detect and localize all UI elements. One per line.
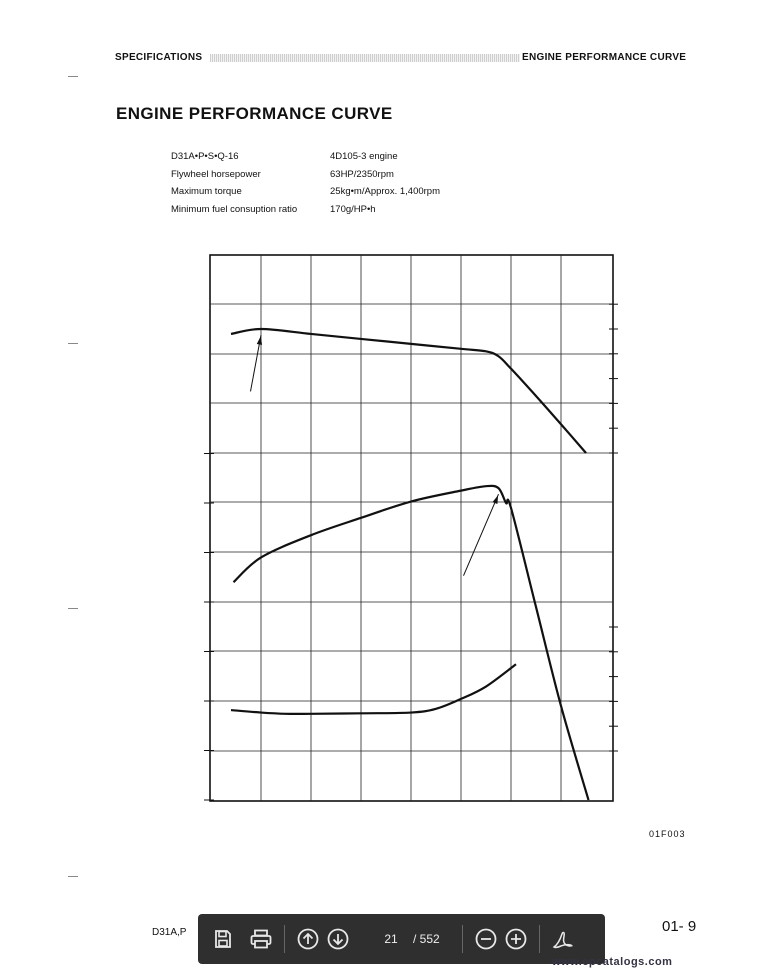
zoom-in-button[interactable] [501, 924, 531, 954]
spec-value: 170g/HP•h [330, 203, 376, 215]
spec-value: 63HP/2350rpm [330, 168, 394, 180]
header-section-label: SPECIFICATIONS [115, 52, 203, 63]
toolbar-separator [462, 925, 463, 953]
spec-value: 4D105-3 engine [330, 151, 398, 162]
page-title: ENGINE PERFORMANCE CURVE [116, 104, 393, 123]
torque-curve [231, 329, 586, 453]
page-indicator [375, 928, 440, 950]
toolbar-separator [539, 925, 540, 953]
spec-label: Flywheel horsepower [171, 168, 261, 180]
zoom-out-icon [475, 928, 497, 950]
plot-frame [210, 255, 613, 801]
footer-model: D31A,P [152, 927, 187, 938]
acrobat-icon [551, 927, 575, 951]
pdf-toolbar [198, 914, 605, 964]
spec-value: 25kg•m/Approx. 1,400rpm [330, 186, 440, 197]
print-button[interactable] [246, 924, 276, 954]
spec-label: Maximum torque [171, 186, 242, 197]
page-number: 01- 9 [662, 918, 697, 935]
annotation-arrowhead [492, 495, 498, 504]
save-icon [213, 929, 233, 949]
fuel-consumption-curve [231, 664, 516, 714]
arrow-down-circle-icon [327, 928, 349, 950]
arrow-up-circle-icon [297, 928, 319, 950]
previous-page-button[interactable] [293, 924, 323, 954]
zoom-out-button[interactable] [471, 924, 501, 954]
page-total: / 552 [413, 932, 440, 946]
save-button[interactable] [208, 924, 238, 954]
header-page-title: ENGINE PERFORMANCE CURVE [522, 52, 687, 63]
watermark: www.epcatalogs.com [552, 956, 673, 968]
next-page-button[interactable] [323, 924, 353, 954]
toolbar-separator [284, 925, 285, 953]
page-number-input[interactable] [375, 928, 407, 950]
zoom-in-icon [505, 928, 527, 950]
open-in-acrobat-button[interactable] [548, 924, 578, 954]
spec-label: D31A•P•S•Q-16 [171, 151, 239, 162]
print-icon [250, 929, 272, 949]
spec-label: Minimum fuel consuption ratio [171, 203, 298, 215]
figure-code: 01F003 [649, 829, 686, 839]
annotation-leader-line [464, 494, 499, 576]
